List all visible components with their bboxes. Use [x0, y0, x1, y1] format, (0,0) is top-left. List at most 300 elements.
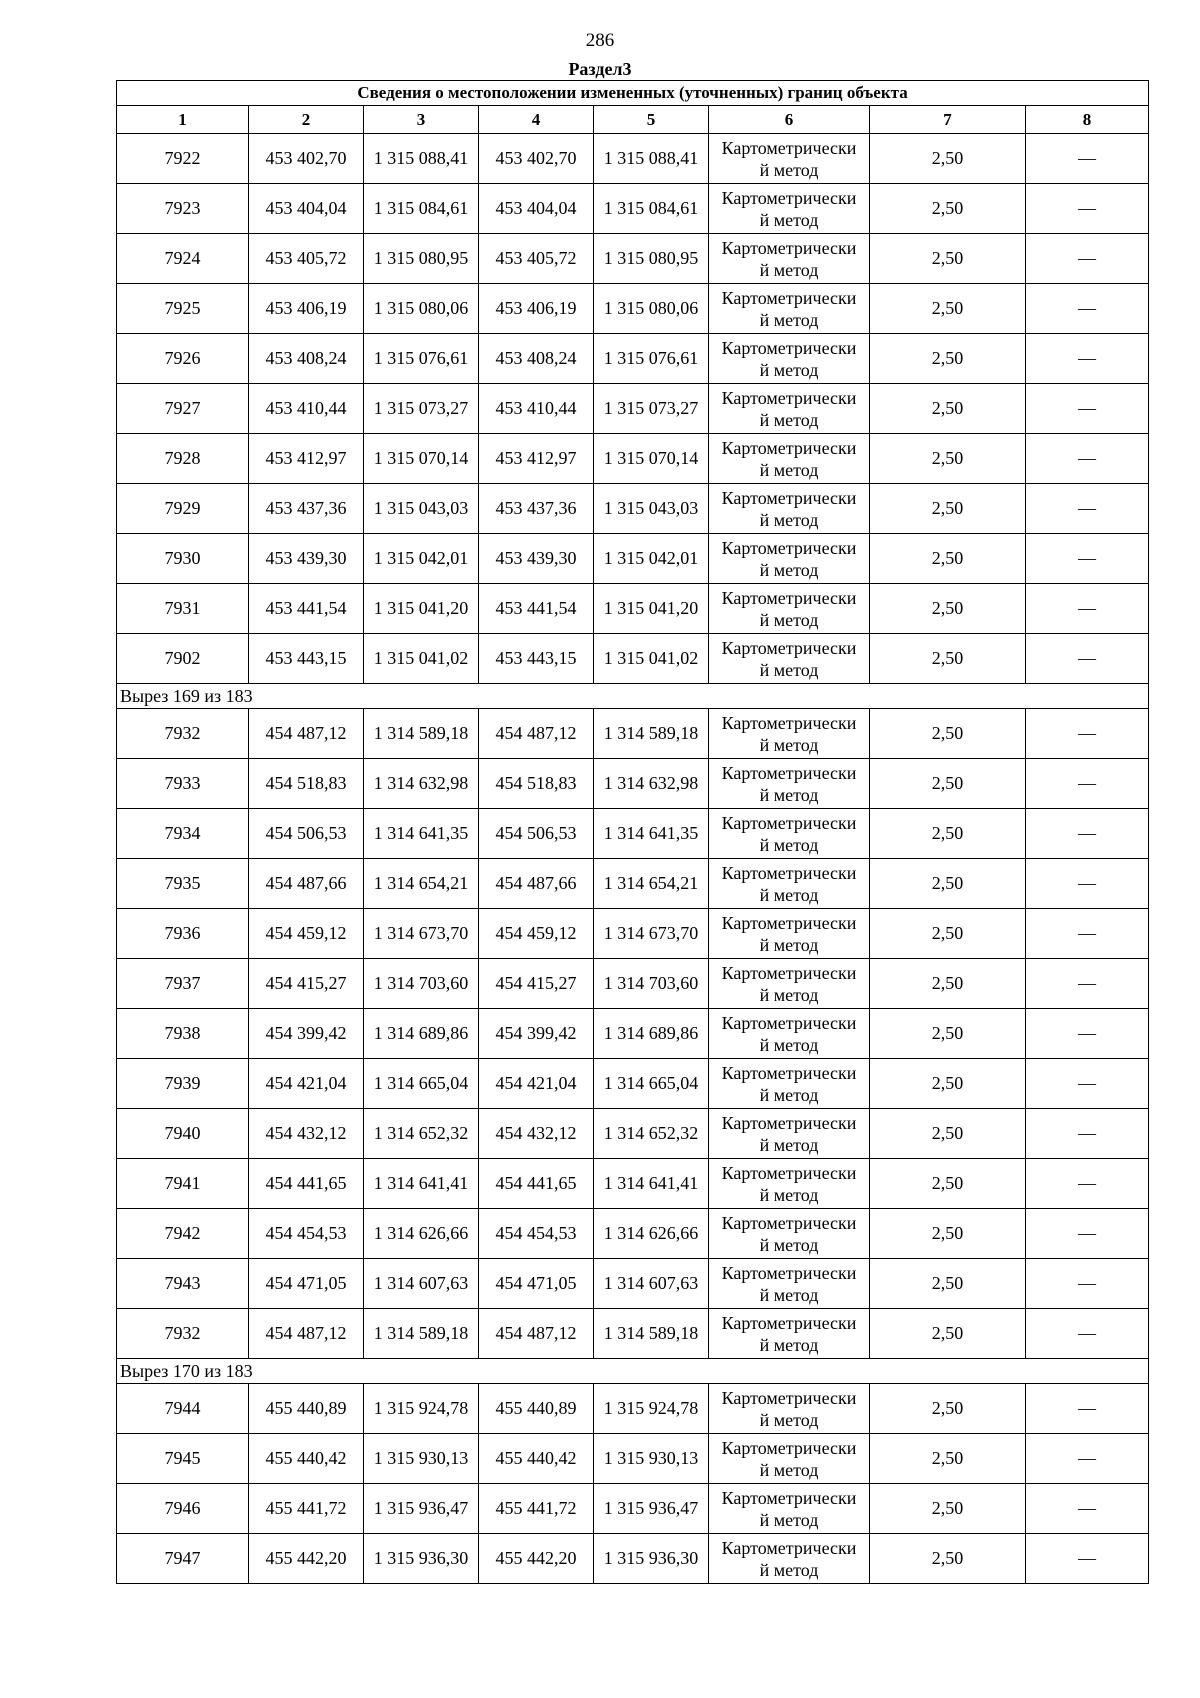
- table-row: [117, 1009, 1149, 1059]
- x-new-cell: 454 432,12: [479, 1109, 594, 1159]
- y-new-cell: 1 315 930,13: [594, 1434, 709, 1484]
- x-new-cell: 453 408,24: [479, 334, 594, 384]
- method-line-2: й метод: [759, 1459, 819, 1480]
- precision-cell: 2,50: [870, 1434, 1026, 1484]
- y-new-cell: 1 315 076,61: [594, 334, 709, 384]
- precision-cell: 2,50: [870, 1009, 1026, 1059]
- method-line-2: й метод: [759, 1559, 819, 1580]
- method-line-1: Картометрически: [721, 1312, 857, 1333]
- y-new-cell: 1 315 073,27: [594, 384, 709, 434]
- method-line-1: Картометрически: [721, 862, 857, 883]
- y-new-cell: 1 315 924,78: [594, 1384, 709, 1434]
- method-line-2: й метод: [759, 559, 819, 580]
- precision-cell: 2,50: [870, 759, 1026, 809]
- table-row: [117, 1109, 1149, 1159]
- y-new-cell: 1 314 703,60: [594, 959, 709, 1009]
- method-cell: [709, 484, 870, 534]
- precision-cell: 2,50: [870, 234, 1026, 284]
- precision-cell: 2,50: [870, 859, 1026, 909]
- method-line-2: й метод: [759, 1234, 819, 1255]
- x-existing-cell: 453 404,04: [249, 184, 364, 234]
- description-cell: —: [1026, 634, 1149, 684]
- precision-cell: 2,50: [870, 334, 1026, 384]
- page-number: 286: [585, 30, 615, 51]
- precision-cell: 2,50: [870, 1059, 1026, 1109]
- table-row: [117, 759, 1149, 809]
- section-label-row: [117, 684, 1149, 709]
- point-id-cell: 7935: [117, 859, 249, 909]
- y-existing-cell: 1 314 626,66: [364, 1209, 479, 1259]
- method-cell: [709, 709, 870, 759]
- method-cell: [709, 1484, 870, 1534]
- method-cell: [709, 1259, 870, 1309]
- y-new-cell: 1 314 689,86: [594, 1009, 709, 1059]
- y-existing-cell: 1 315 936,30: [364, 1534, 479, 1584]
- table-row: [117, 434, 1149, 484]
- point-id-cell: 7932: [117, 1309, 249, 1359]
- precision-cell: 2,50: [870, 1309, 1026, 1359]
- table-row: [117, 809, 1149, 859]
- point-id-cell: 7923: [117, 184, 249, 234]
- point-id-cell: 7947: [117, 1534, 249, 1584]
- method-line-1: Картометрически: [721, 387, 857, 408]
- method-cell: [709, 334, 870, 384]
- point-id-cell: 7945: [117, 1434, 249, 1484]
- point-id-cell: 7926: [117, 334, 249, 384]
- y-existing-cell: 1 315 041,20: [364, 584, 479, 634]
- x-existing-cell: 455 441,72: [249, 1484, 364, 1534]
- y-new-cell: 1 315 041,20: [594, 584, 709, 634]
- method-line-2: й метод: [759, 309, 819, 330]
- precision-cell: 2,50: [870, 1534, 1026, 1584]
- y-new-cell: 1 315 041,02: [594, 634, 709, 684]
- method-line-1: Картометрически: [721, 487, 857, 508]
- method-line-2: й метод: [759, 1509, 819, 1530]
- description-cell: —: [1026, 709, 1149, 759]
- table-row: [117, 1059, 1149, 1109]
- description-cell: —: [1026, 1009, 1149, 1059]
- section-title: Раздел3: [568, 59, 632, 79]
- table-row: [117, 184, 1149, 234]
- method-line-1: Картометрически: [721, 1212, 857, 1233]
- precision-cell: 2,50: [870, 1484, 1026, 1534]
- method-cell: [709, 134, 870, 184]
- method-cell: [709, 959, 870, 1009]
- y-existing-cell: 1 314 632,98: [364, 759, 479, 809]
- method-cell: [709, 184, 870, 234]
- x-new-cell: 455 440,89: [479, 1384, 594, 1434]
- method-cell: [709, 1434, 870, 1484]
- description-cell: —: [1026, 1484, 1149, 1534]
- x-new-cell: 455 441,72: [479, 1484, 594, 1534]
- description-cell: —: [1026, 759, 1149, 809]
- method-line-1: Картометрически: [721, 1262, 857, 1283]
- method-line-2: й метод: [759, 609, 819, 630]
- method-line-1: Картометрически: [721, 712, 857, 733]
- precision-cell: 2,50: [870, 1384, 1026, 1434]
- point-id-cell: 7934: [117, 809, 249, 859]
- x-new-cell: 454 454,53: [479, 1209, 594, 1259]
- method-line-2: й метод: [759, 934, 819, 955]
- table-caption: Сведения о местоположении измененных (уточненных) границ объекта: [117, 81, 1149, 106]
- point-id-cell: 7925: [117, 284, 249, 334]
- precision-cell: 2,50: [870, 1159, 1026, 1209]
- column-header-5: 5: [594, 106, 709, 134]
- method-line-1: Картометрически: [721, 1537, 857, 1558]
- table-row: [117, 859, 1149, 909]
- point-id-cell: 7939: [117, 1059, 249, 1109]
- x-new-cell: 453 402,70: [479, 134, 594, 184]
- y-new-cell: 1 315 043,03: [594, 484, 709, 534]
- y-existing-cell: 1 314 654,21: [364, 859, 479, 909]
- method-line-1: Картометрически: [721, 962, 857, 983]
- x-existing-cell: 453 402,70: [249, 134, 364, 184]
- method-cell: [709, 809, 870, 859]
- point-id-cell: 7924: [117, 234, 249, 284]
- method-line-2: й метод: [759, 884, 819, 905]
- table-row: [117, 1159, 1149, 1209]
- x-existing-cell: 454 421,04: [249, 1059, 364, 1109]
- description-cell: —: [1026, 1384, 1149, 1434]
- method-cell: [709, 909, 870, 959]
- table-row: [117, 234, 1149, 284]
- x-new-cell: 455 442,20: [479, 1534, 594, 1584]
- method-line-1: Картометрически: [721, 812, 857, 833]
- x-new-cell: 454 518,83: [479, 759, 594, 809]
- method-cell: [709, 434, 870, 484]
- y-new-cell: 1 314 673,70: [594, 909, 709, 959]
- method-line-2: й метод: [759, 209, 819, 230]
- method-line-2: й метод: [759, 409, 819, 430]
- point-id-cell: 7932: [117, 709, 249, 759]
- table-row: [117, 384, 1149, 434]
- x-existing-cell: 454 471,05: [249, 1259, 364, 1309]
- x-new-cell: 453 443,15: [479, 634, 594, 684]
- table-row: [117, 284, 1149, 334]
- column-header-2: 2: [249, 106, 364, 134]
- method-line-1: Картометрически: [721, 912, 857, 933]
- point-id-cell: 7922: [117, 134, 249, 184]
- y-new-cell: 1 314 665,04: [594, 1059, 709, 1109]
- y-new-cell: 1 314 641,35: [594, 809, 709, 859]
- precision-cell: 2,50: [870, 584, 1026, 634]
- y-new-cell: 1 315 084,61: [594, 184, 709, 234]
- method-line-2: й метод: [759, 1084, 819, 1105]
- description-cell: —: [1026, 1534, 1149, 1584]
- y-existing-cell: 1 314 641,35: [364, 809, 479, 859]
- method-cell: [709, 1159, 870, 1209]
- section-label: Вырез 169 из 183: [117, 684, 1149, 709]
- description-cell: —: [1026, 384, 1149, 434]
- description-cell: —: [1026, 484, 1149, 534]
- x-existing-cell: 454 399,42: [249, 1009, 364, 1059]
- column-header-8: 8: [1026, 106, 1149, 134]
- table-row: [117, 484, 1149, 534]
- x-existing-cell: 454 415,27: [249, 959, 364, 1009]
- description-cell: —: [1026, 534, 1149, 584]
- x-existing-cell: 455 440,42: [249, 1434, 364, 1484]
- method-line-1: Картометрически: [721, 237, 857, 258]
- method-line-1: Картометрически: [721, 1387, 857, 1408]
- method-cell: [709, 584, 870, 634]
- method-line-1: Картометрически: [721, 137, 857, 158]
- x-new-cell: 453 412,97: [479, 434, 594, 484]
- x-new-cell: 454 487,66: [479, 859, 594, 909]
- point-id-cell: 7927: [117, 384, 249, 434]
- method-line-1: Картометрически: [721, 1062, 857, 1083]
- method-cell: [709, 1309, 870, 1359]
- precision-cell: 2,50: [870, 1209, 1026, 1259]
- x-new-cell: 454 441,65: [479, 1159, 594, 1209]
- method-cell: [709, 859, 870, 909]
- x-existing-cell: 453 410,44: [249, 384, 364, 434]
- point-id-cell: 7937: [117, 959, 249, 1009]
- y-existing-cell: 1 315 076,61: [364, 334, 479, 384]
- y-new-cell: 1 314 589,18: [594, 709, 709, 759]
- y-existing-cell: 1 315 073,27: [364, 384, 479, 434]
- column-header-3: 3: [364, 106, 479, 134]
- table-row: [117, 334, 1149, 384]
- column-header-1: 1: [117, 106, 249, 134]
- point-id-cell: 7902: [117, 634, 249, 684]
- method-cell: [709, 1009, 870, 1059]
- precision-cell: 2,50: [870, 384, 1026, 434]
- method-cell: [709, 234, 870, 284]
- x-existing-cell: 454 506,53: [249, 809, 364, 859]
- y-existing-cell: 1 315 084,61: [364, 184, 479, 234]
- description-cell: —: [1026, 1059, 1149, 1109]
- precision-cell: 2,50: [870, 1109, 1026, 1159]
- x-existing-cell: 453 441,54: [249, 584, 364, 634]
- coordinates-table: [116, 80, 1149, 1584]
- method-line-2: й метод: [759, 834, 819, 855]
- x-new-cell: 453 439,30: [479, 534, 594, 584]
- y-existing-cell: 1 315 088,41: [364, 134, 479, 184]
- point-id-cell: 7940: [117, 1109, 249, 1159]
- y-new-cell: 1 315 070,14: [594, 434, 709, 484]
- x-new-cell: 454 415,27: [479, 959, 594, 1009]
- x-existing-cell: 454 487,66: [249, 859, 364, 909]
- x-existing-cell: 455 440,89: [249, 1384, 364, 1434]
- x-new-cell: 454 487,12: [479, 709, 594, 759]
- y-existing-cell: 1 315 930,13: [364, 1434, 479, 1484]
- description-cell: —: [1026, 434, 1149, 484]
- method-cell: [709, 1384, 870, 1434]
- precision-cell: 2,50: [870, 709, 1026, 759]
- method-line-2: й метод: [759, 784, 819, 805]
- column-header-4: 4: [479, 106, 594, 134]
- y-new-cell: 1 315 042,01: [594, 534, 709, 584]
- x-existing-cell: 453 405,72: [249, 234, 364, 284]
- table-row: [117, 709, 1149, 759]
- y-new-cell: 1 315 080,06: [594, 284, 709, 334]
- precision-cell: 2,50: [870, 284, 1026, 334]
- method-cell: [709, 1059, 870, 1109]
- column-header-7: 7: [870, 106, 1026, 134]
- description-cell: —: [1026, 284, 1149, 334]
- x-existing-cell: 454 487,12: [249, 709, 364, 759]
- point-id-cell: 7931: [117, 584, 249, 634]
- method-line-1: Картометрически: [721, 437, 857, 458]
- point-id-cell: 7941: [117, 1159, 249, 1209]
- method-line-2: й метод: [759, 984, 819, 1005]
- description-cell: —: [1026, 234, 1149, 284]
- x-existing-cell: 453 408,24: [249, 334, 364, 384]
- description-cell: —: [1026, 184, 1149, 234]
- method-line-1: Картометрически: [721, 337, 857, 358]
- table-row: [117, 1484, 1149, 1534]
- point-id-cell: 7946: [117, 1484, 249, 1534]
- method-cell: [709, 1209, 870, 1259]
- y-existing-cell: 1 314 607,63: [364, 1259, 479, 1309]
- y-new-cell: 1 314 654,21: [594, 859, 709, 909]
- x-new-cell: 454 399,42: [479, 1009, 594, 1059]
- description-cell: —: [1026, 1209, 1149, 1259]
- point-id-cell: 7944: [117, 1384, 249, 1434]
- y-existing-cell: 1 314 589,18: [364, 709, 479, 759]
- method-line-1: Картометрически: [721, 1437, 857, 1458]
- column-header-6: 6: [709, 106, 870, 134]
- section-label: Вырез 170 из 183: [117, 1359, 1149, 1384]
- description-cell: —: [1026, 1434, 1149, 1484]
- y-existing-cell: 1 314 652,32: [364, 1109, 479, 1159]
- precision-cell: 2,50: [870, 434, 1026, 484]
- method-line-1: Картометрически: [721, 537, 857, 558]
- x-new-cell: 453 410,44: [479, 384, 594, 434]
- y-existing-cell: 1 314 703,60: [364, 959, 479, 1009]
- method-cell: [709, 1534, 870, 1584]
- method-line-2: й метод: [759, 1034, 819, 1055]
- x-existing-cell: 453 437,36: [249, 484, 364, 534]
- point-id-cell: 7942: [117, 1209, 249, 1259]
- x-existing-cell: 454 487,12: [249, 1309, 364, 1359]
- x-existing-cell: 453 412,97: [249, 434, 364, 484]
- x-new-cell: 454 471,05: [479, 1259, 594, 1309]
- method-cell: [709, 759, 870, 809]
- y-new-cell: 1 314 652,32: [594, 1109, 709, 1159]
- point-id-cell: 7936: [117, 909, 249, 959]
- x-new-cell: 453 441,54: [479, 584, 594, 634]
- method-line-1: Картометрически: [721, 1487, 857, 1508]
- y-existing-cell: 1 315 080,06: [364, 284, 479, 334]
- description-cell: —: [1026, 859, 1149, 909]
- method-line-2: й метод: [759, 1134, 819, 1155]
- y-existing-cell: 1 315 080,95: [364, 234, 479, 284]
- precision-cell: 2,50: [870, 634, 1026, 684]
- x-existing-cell: 454 454,53: [249, 1209, 364, 1259]
- y-existing-cell: 1 315 924,78: [364, 1384, 479, 1434]
- y-new-cell: 1 314 632,98: [594, 759, 709, 809]
- method-line-2: й метод: [759, 459, 819, 480]
- x-new-cell: 454 421,04: [479, 1059, 594, 1109]
- description-cell: —: [1026, 909, 1149, 959]
- point-id-cell: 7938: [117, 1009, 249, 1059]
- x-new-cell: 453 405,72: [479, 234, 594, 284]
- y-existing-cell: 1 315 936,47: [364, 1484, 479, 1534]
- table-row: [117, 1384, 1149, 1434]
- point-id-cell: 7929: [117, 484, 249, 534]
- column-header-row: [117, 106, 1149, 134]
- description-cell: —: [1026, 1309, 1149, 1359]
- y-new-cell: 1 315 080,95: [594, 234, 709, 284]
- y-existing-cell: 1 315 041,02: [364, 634, 479, 684]
- x-new-cell: 453 437,36: [479, 484, 594, 534]
- x-existing-cell: 454 518,83: [249, 759, 364, 809]
- y-existing-cell: 1 315 042,01: [364, 534, 479, 584]
- method-cell: [709, 634, 870, 684]
- precision-cell: 2,50: [870, 959, 1026, 1009]
- y-existing-cell: 1 314 665,04: [364, 1059, 479, 1109]
- method-line-1: Картометрически: [721, 762, 857, 783]
- y-existing-cell: 1 314 641,41: [364, 1159, 479, 1209]
- y-new-cell: 1 315 936,30: [594, 1534, 709, 1584]
- precision-cell: 2,50: [870, 184, 1026, 234]
- method-line-1: Картометрически: [721, 1112, 857, 1133]
- method-line-1: Картометрически: [721, 637, 857, 658]
- precision-cell: 2,50: [870, 809, 1026, 859]
- point-id-cell: 7930: [117, 534, 249, 584]
- table-row: [117, 1309, 1149, 1359]
- method-line-2: й метод: [759, 359, 819, 380]
- method-line-2: й метод: [759, 734, 819, 755]
- x-new-cell: 454 487,12: [479, 1309, 594, 1359]
- table-row: [117, 584, 1149, 634]
- table-body: [117, 134, 1149, 1584]
- description-cell: —: [1026, 959, 1149, 1009]
- y-new-cell: 1 314 607,63: [594, 1259, 709, 1309]
- method-line-2: й метод: [759, 1409, 819, 1430]
- x-new-cell: 453 404,04: [479, 184, 594, 234]
- x-existing-cell: 454 432,12: [249, 1109, 364, 1159]
- y-existing-cell: 1 314 689,86: [364, 1009, 479, 1059]
- point-id-cell: 7933: [117, 759, 249, 809]
- y-new-cell: 1 315 936,47: [594, 1484, 709, 1534]
- description-cell: —: [1026, 1259, 1149, 1309]
- description-cell: —: [1026, 134, 1149, 184]
- method-line-2: й метод: [759, 1284, 819, 1305]
- table-row: [117, 1434, 1149, 1484]
- method-line-2: й метод: [759, 1334, 819, 1355]
- method-line-1: Картометрически: [721, 287, 857, 308]
- table-row: [117, 1534, 1149, 1584]
- x-existing-cell: 454 459,12: [249, 909, 364, 959]
- method-line-1: Картометрически: [721, 587, 857, 608]
- method-line-2: й метод: [759, 659, 819, 680]
- y-existing-cell: 1 315 070,14: [364, 434, 479, 484]
- method-line-1: Картометрически: [721, 1162, 857, 1183]
- section-label-row: [117, 1359, 1149, 1384]
- table-row: [117, 1209, 1149, 1259]
- precision-cell: 2,50: [870, 1259, 1026, 1309]
- y-new-cell: 1 314 626,66: [594, 1209, 709, 1259]
- x-new-cell: 454 506,53: [479, 809, 594, 859]
- y-existing-cell: 1 315 043,03: [364, 484, 479, 534]
- x-new-cell: 453 406,19: [479, 284, 594, 334]
- x-new-cell: 454 459,12: [479, 909, 594, 959]
- y-existing-cell: 1 314 673,70: [364, 909, 479, 959]
- precision-cell: 2,50: [870, 909, 1026, 959]
- description-cell: —: [1026, 584, 1149, 634]
- precision-cell: 2,50: [870, 484, 1026, 534]
- method-cell: [709, 284, 870, 334]
- y-new-cell: 1 314 641,41: [594, 1159, 709, 1209]
- method-cell: [709, 534, 870, 584]
- x-existing-cell: 455 442,20: [249, 1534, 364, 1584]
- method-cell: [709, 1109, 870, 1159]
- x-existing-cell: 453 406,19: [249, 284, 364, 334]
- method-line-1: Картометрически: [721, 187, 857, 208]
- method-line-2: й метод: [759, 259, 819, 280]
